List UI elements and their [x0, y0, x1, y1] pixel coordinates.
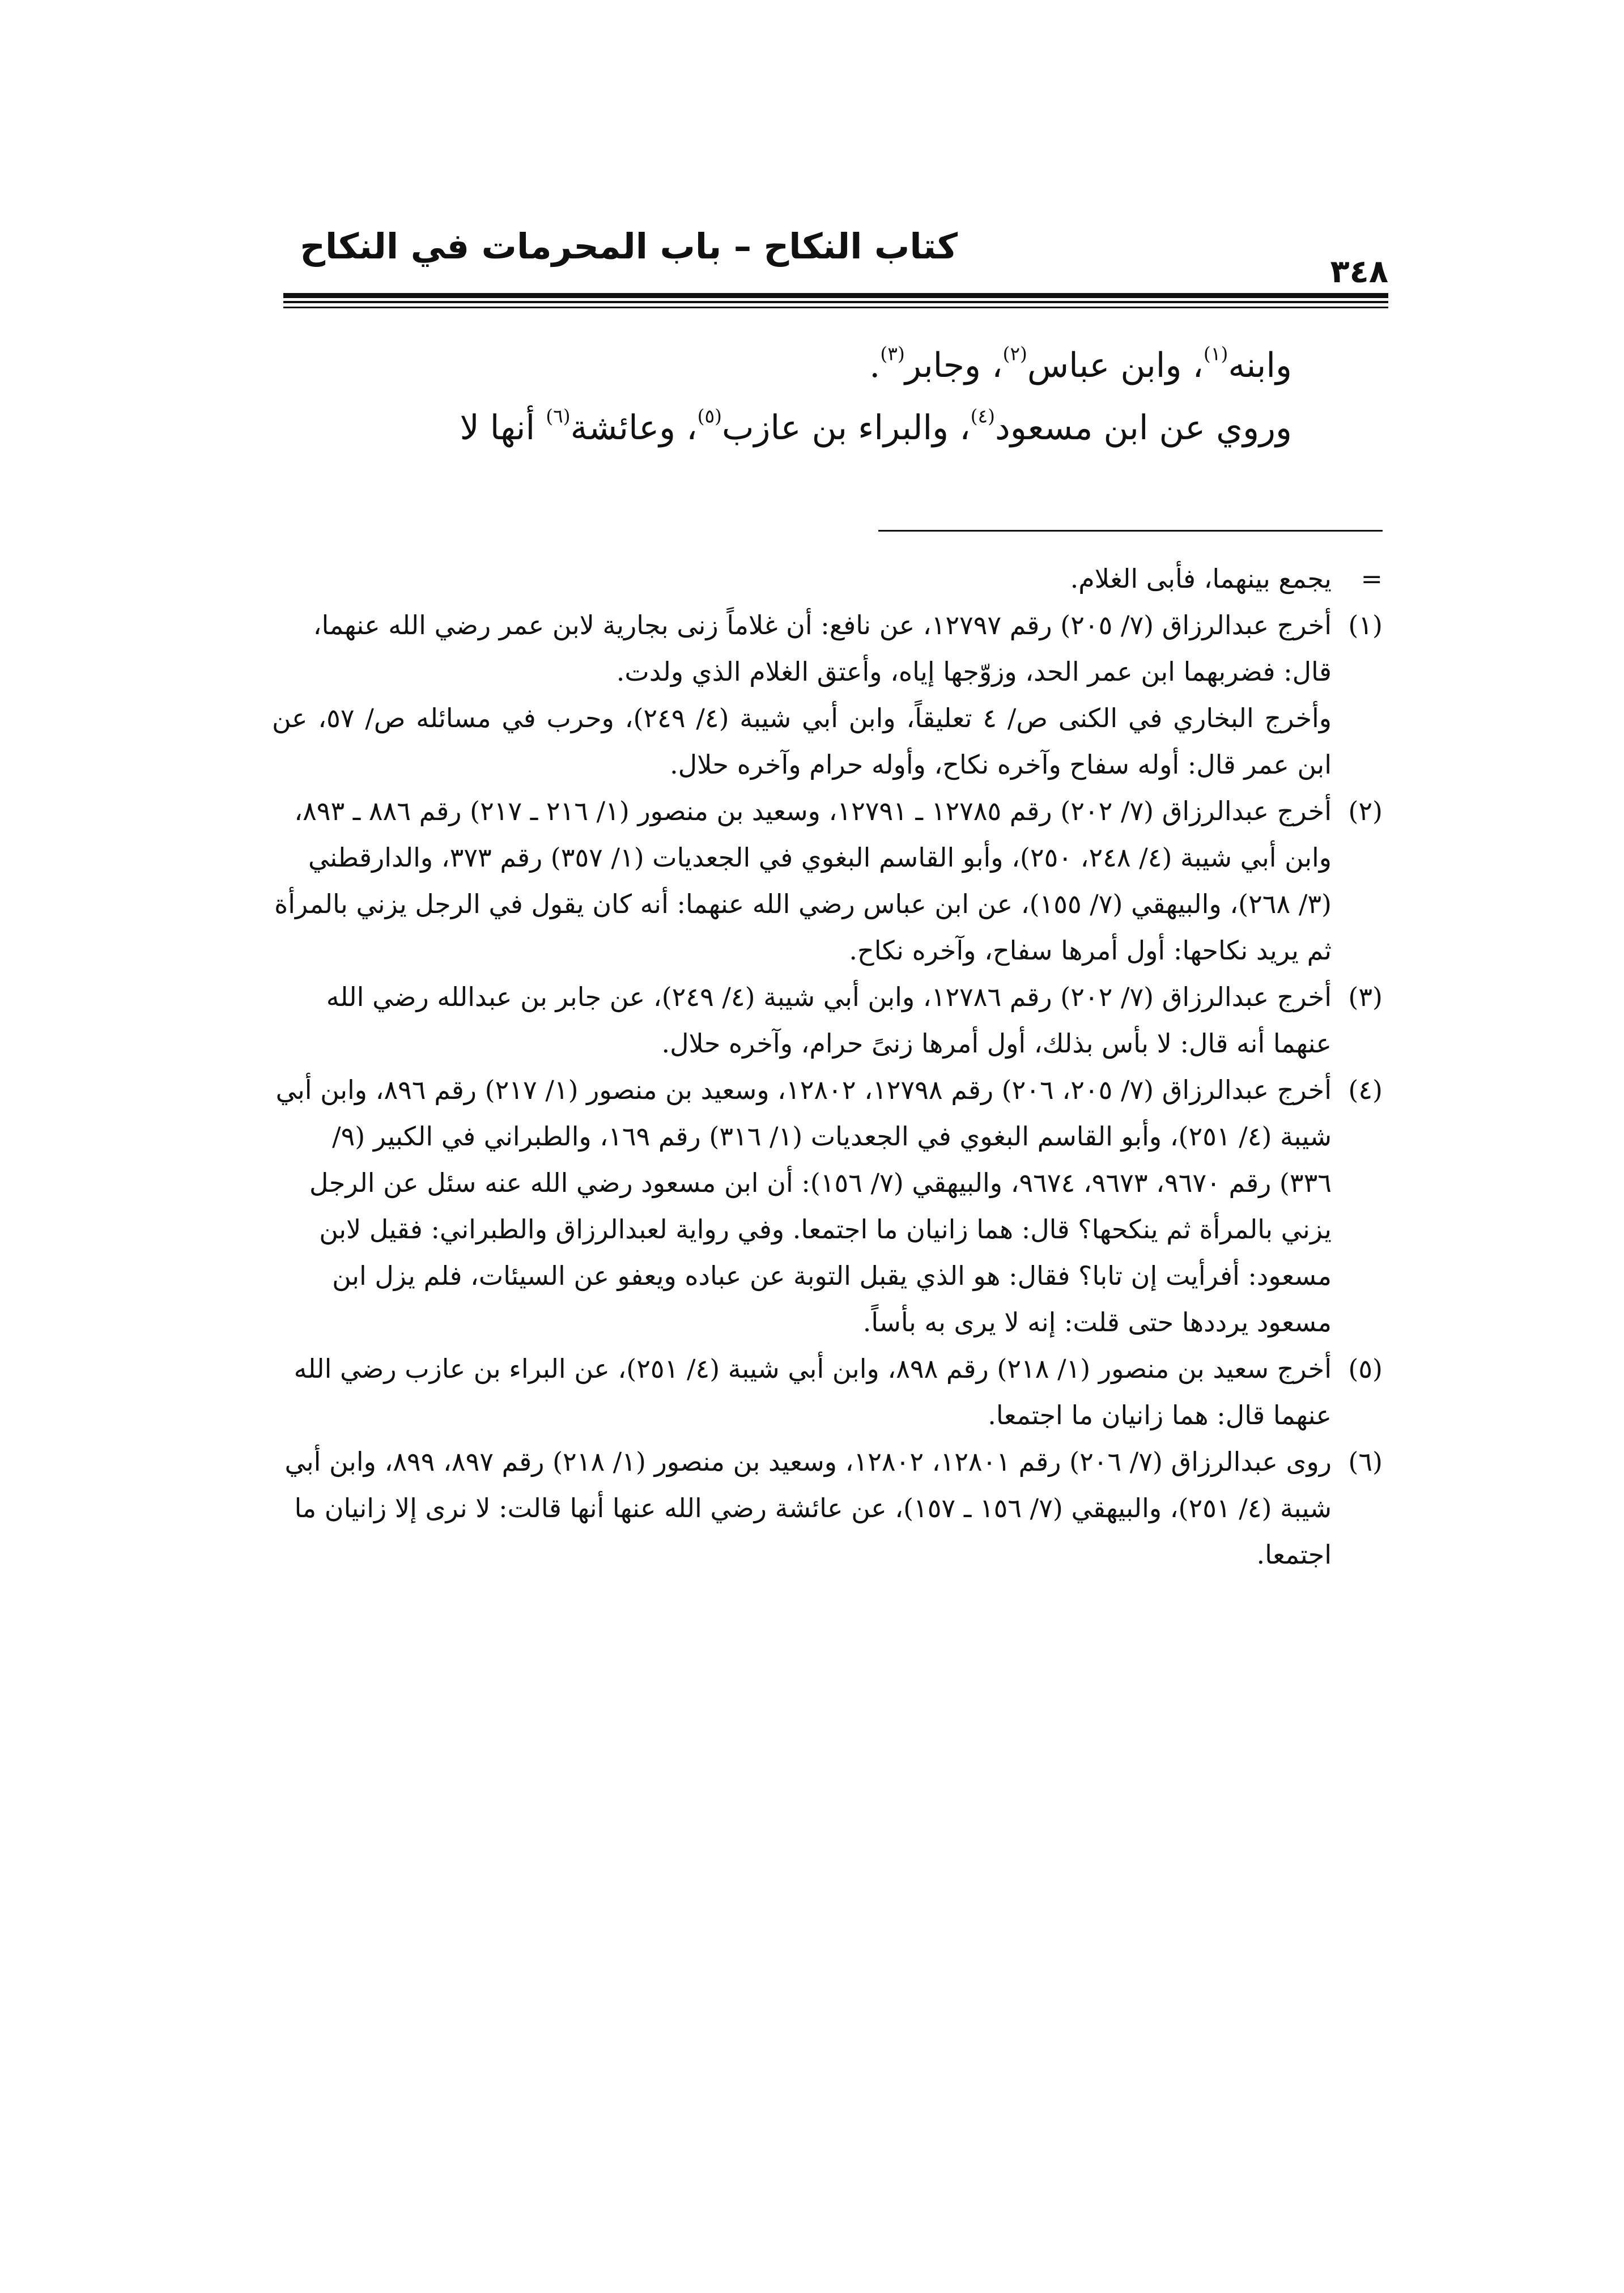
footnote-ref-1[interactable]: (١) — [1203, 342, 1228, 365]
main-text-segment: وابنه — [1228, 346, 1292, 385]
header-rule-medium — [283, 301, 1388, 303]
main-text-segment: ، والبراء بن عازب — [722, 408, 971, 448]
footnote-ref-4[interactable]: (٤) — [970, 405, 996, 427]
main-line-1 — [272, 334, 1292, 397]
running-title: كتاب النكاح – باب المحرمات في النكاح — [300, 226, 958, 267]
footnote-ref-6[interactable]: (٦) — [546, 405, 571, 427]
main-text — [272, 334, 1292, 459]
footnote-ref-3[interactable]: (٣) — [880, 342, 905, 365]
footnote-text: روى عبدالرزاق (٧/ ٢٠٦) رقم ١٢٨٠١، ١٢٨٠٢، وسعيد بن منصور (١/ ٢١٨) رقم ٨٩٧، ٨٩٩، وابن أبي شيبة (٤/ ٢٥١)، والبيهقي (٧/ ١٥٦ ـ ١٥٧)، عن عائشة رضي الله عنها أنها قالت: لا نرى إلا زانيان ما اجتمعا. — [284, 1446, 1332, 1570]
main-text-segment: وروي عن ابن مسعود — [995, 408, 1292, 448]
main-text-segment: ، وابن عباس — [1027, 346, 1204, 385]
footnote-text: أخرج سعيد بن منصور (١/ ٢١٨) رقم ٨٩٨، وابن أبي شيبة (٤/ ٢٥١)، عن البراء بن عازب رضي الله عنهما قال: هما زانيان ما اجتمعا. — [294, 1353, 1332, 1430]
main-line-2 — [272, 397, 1292, 459]
footnote-number: (١) — [1348, 610, 1383, 640]
footnote-4 — [272, 1067, 1383, 1345]
main-text-segment: ، وجابر — [904, 346, 1003, 385]
footnote-text-continued: وأخرج البخاري في الكنى ص/ ٤ تعليقاً، وابن أبي شيبة (٤/ ٢٤٩)، وحرب في مسائله ص/ ٥٧، عن ابن عمر قال: أوله سفاح وآخره نكاح، وأوله حرام وآخره حلال. — [272, 703, 1332, 780]
page-number: ٣٤٨ — [1330, 253, 1388, 290]
footnote-number: (٥) — [1348, 1353, 1383, 1384]
footnote-ref-5[interactable]: (٥) — [697, 405, 722, 427]
footnote-number: (٢) — [1348, 796, 1383, 826]
footnote-text: أخرج عبدالرزاق (٧/ ٢٠٥) رقم ١٢٧٩٧، عن نافع: أن غلاماً زنى بجارية لابن عمر رضي الله عنهما، قال: فضربهما ابن عمر الحد، وزوّجها إياه، وأعتق الغلام الذي ولدت. — [313, 610, 1332, 687]
footnote-text: أخرج عبدالرزاق (٧/ ٢٠٥، ٢٠٦) رقم ١٢٧٩٨، ١٢٨٠٢، وسعيد بن منصور (١/ ٢١٧) رقم ٨٩٦، وابن أبي شيبة (٤/ ٢٥١)، وأبو القاسم البغوي في الجعديات (١/ ٣١٦) رقم ١٦٩، والطبراني في الكبير (٩/ ٣٣٦) رقم ٩٦٧٠، ٩٦٧٣، ٩٦٧٤، والبيهقي (٧/ ١٥٦): أن ابن مسعود رضي الله عنه سئل عن الرجل يزني بالمرأة ثم ينكحها؟ قال: هما زانيان ما اجتمعا. وفي رواية لعبدالرزاق والطبراني: فقيل لابن مسعود: أفرأيت إن تابا؟ فقال: هو الذي يقبل التوبة عن عباده ويعفو عن السيئات، فلم يزل ابن مسعود يرددها حتى قلت: إنه لا يرى به بأساً. — [275, 1075, 1332, 1337]
footnote-text: أخرج عبدالرزاق (٧/ ٢٠٢) رقم ١٢٧٨٥ ـ ١٢٧٩١، وسعيد بن منصور (١/ ٢١٦ ـ ٢١٧) رقم ٨٨٦ ـ ٨٩٣، وابن أبي شيبة (٤/ ٢٤٨، ٢٥٠)، وأبو القاسم البغوي في الجعديات (١/ ٣٥٧) رقم ٣٧٣، والدارقطني (٣/ ٢٦٨)، والبيهقي (٧/ ١٥٥)، عن ابن عباس رضي الله عنهما: أنه كان يقول في الرجل يزني بالمرأة ثم يريد نكاحها: أول أمرها سفاح، وآخره نكاح. — [274, 796, 1332, 966]
footnote-3 — [272, 974, 1383, 1067]
footnote-text: أخرج عبدالرزاق (٧/ ٢٠٢) رقم ١٢٧٨٦، وابن أبي شيبة (٤/ ٢٤٩)، عن جابر بن عبدالله رضي الله عنهما أنه قال: لا بأس بذلك، أول أمرها زنىً حرام، وآخره حلال. — [326, 982, 1332, 1059]
footnote-6 — [272, 1438, 1383, 1578]
footnote-divider — [878, 530, 1383, 532]
main-text-segment: أنها لا — [460, 408, 546, 448]
footnote-number: (٣) — [1348, 982, 1383, 1012]
footnote-continuation — [272, 555, 1383, 602]
header-rule-thin — [283, 307, 1388, 308]
main-text-segment: . — [869, 346, 881, 385]
continuation-mark: = — [1361, 563, 1383, 594]
footnotes — [272, 555, 1383, 1578]
footnote-number: (٦) — [1348, 1446, 1383, 1477]
main-text-segment: ، وعائشة — [570, 408, 698, 448]
footnote-number: (٤) — [1348, 1075, 1383, 1105]
page-header — [283, 224, 1388, 309]
footnote-ref-2[interactable]: (٢) — [1002, 342, 1027, 365]
footnote-5 — [272, 1345, 1383, 1438]
footnote-1 — [272, 602, 1383, 788]
header-rule-thick — [283, 293, 1388, 298]
footnote-text: يجمع بينهما، فأبى الغلام. — [1070, 563, 1332, 594]
footnote-2 — [272, 788, 1383, 974]
